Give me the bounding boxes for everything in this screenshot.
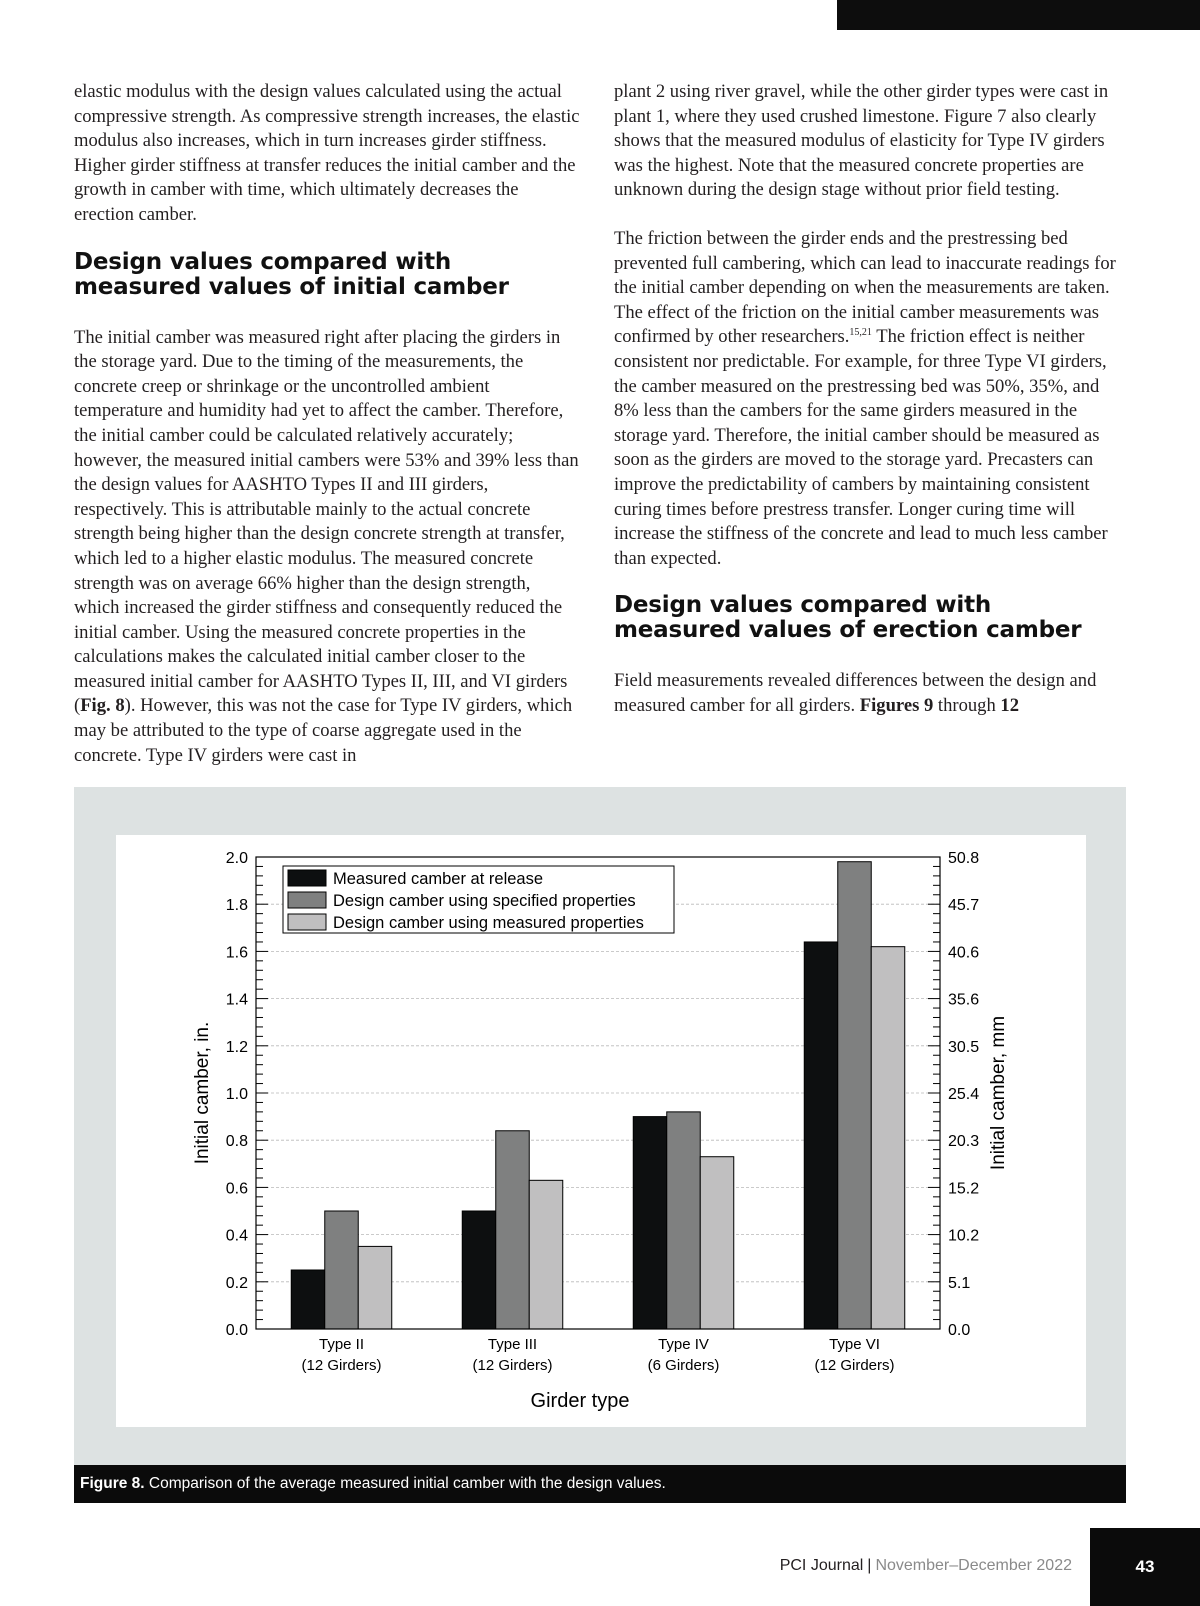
left-column [74, 80, 580, 768]
bar-3-4 [871, 947, 905, 1329]
left-paragraph-2-text-a: The initial camber was measured right after placing the girders in the storage yard. Due to the timing of the measurements, the concrete creep or shrinkage or the uncontrolled ambient temperature and humidity had yet to affect the camber. Therefore, the initial camber could be calculated relatively accurately; however, the measured initial cambers were 53% and 39% less than the design values for AASHTO Types II and III girders, respectively. This is attributable mainly to the actual concrete strength being higher than the design concrete strength at transfer, which led to a higher elastic modulus. The measured concrete strength was on average 66% higher than the design strength, which increased the girder stiffness and consequently reduced the initial camber. Using the measured concrete properties in the calculations makes the calculated initial camber closer to the measured initial camber for AASHTO Types II, III, and VI girders ( [74, 326, 579, 717]
figure-8-chart-panel [116, 835, 1086, 1427]
x-tick-label: Type III [487, 1336, 538, 1353]
x-tick-label: Type II [318, 1336, 365, 1353]
bar-2-4 [838, 862, 872, 1329]
right-column [614, 80, 1120, 718]
y-tick-label-left: 0.6 [225, 1180, 248, 1198]
y-tick-label-left: 1.0 [225, 1086, 248, 1103]
right-paragraph-2 [614, 227, 1120, 571]
figure-caption [74, 1465, 1126, 1503]
y-tick-label-left: 2.0 [225, 850, 248, 867]
figure-9-reference[interactable]: Figures 9 [859, 694, 934, 716]
y-tick-label-left: 0.8 [225, 1133, 248, 1151]
legend-swatch-1 [288, 870, 326, 886]
y-tick-label-right: 20.3 [948, 1133, 980, 1151]
x-axis-label: Girder type [530, 1390, 630, 1412]
citation-superscript[interactable]: 15,21 [849, 327, 872, 339]
bar-3-3 [700, 1157, 734, 1329]
x-tick-label-sub: (12 Girders) [472, 1357, 553, 1374]
bar-1-3 [633, 1117, 667, 1329]
legend-label-2: Design camber using specified properties [333, 892, 636, 910]
bar-1-4 [804, 942, 838, 1329]
y-tick-label-right: 15.2 [948, 1180, 980, 1198]
bar-3-2 [529, 1180, 563, 1329]
section-heading-initial-camber: Design values compared with measured values of initial camber [74, 248, 509, 300]
y-tick-label-left: 1.6 [225, 944, 248, 962]
page-footer [780, 1557, 1072, 1575]
bar-2-1 [325, 1211, 359, 1329]
y-tick-label-right: 45.7 [948, 897, 980, 915]
caption-label: Figure 8. [80, 1475, 145, 1492]
y-tick-label-right: 25.4 [948, 1086, 980, 1103]
left-paragraph-2 [74, 326, 580, 769]
y-axis-label-right: Initial camber, mm [988, 1015, 1009, 1171]
y-tick-label-left: 1.2 [225, 1038, 248, 1056]
bar-chart [116, 835, 1086, 1427]
x-tick-label-sub: (12 Girders) [301, 1357, 382, 1374]
right-paragraph-1: plant 2 using river gravel, while the other girder types were cast in plant 1, where they used crushed limestone. Figure 7 also clearly shows that the measured modulus of elasticity for Type IV girders was the highest. Note that the measured concrete properties are unknown during the design stage without prior field testing. [614, 81, 1109, 201]
y-tick-label-left: 1.8 [225, 897, 248, 915]
right-paragraph-2-text-b: The friction effect is neither consistent nor predictable. For example, for three Type VI girders, the camber measured on the prestressing bed was 50%, 35%, and 8% less than the cambers for the same girders measured in the storage yard. Therefore, the initial camber should be measured as soon as the girders are moved to the storage yard. Precasters can improve the predictability of cambers by maintaining consistent curing times before prestress transfer. Longer curing time will increase the stiffness of the concrete and lead to much less camber than expected. [614, 326, 1108, 569]
y-tick-label-right: 10.2 [948, 1227, 980, 1245]
y-tick-label-right: 0.0 [948, 1322, 971, 1339]
figure-12-reference[interactable]: 12 [1000, 694, 1019, 716]
legend-label-3: Design camber using measured properties [333, 914, 644, 932]
bar-3-1 [358, 1246, 392, 1329]
bar-2-2 [496, 1131, 530, 1329]
bar-1-1 [291, 1270, 325, 1329]
legend-label-1: Measured camber at release [333, 870, 544, 888]
y-tick-label-left: 0.4 [225, 1227, 248, 1245]
page-number: 43 [1090, 1528, 1200, 1606]
header-black-bar [837, 0, 1200, 30]
left-paragraph-1: elastic modulus with the design values calculated using the actual compressive strength. As compressive strength increases, the elastic modulus also increases, which in turn increases girder stiffness. Higher girder stiffness at transfer reduces the initial camber and the growth in camber with time, which ultimately decreases the erection camber. [74, 81, 580, 225]
left-paragraph-2-text-b: ). However, this was not the case for Type IV girders, which may be attributed to the type of coarse aggregate used in the concrete. Type IV girders were cast in [74, 695, 573, 766]
caption-text: Comparison of the average measured initial camber with the design values. [144, 1475, 666, 1492]
right-paragraph-3-text-a: Field measurements revealed differences between the design and measured camber for all girders. [614, 670, 1097, 716]
x-tick-label-sub: (12 Girders) [814, 1357, 895, 1374]
footer-separator: | [867, 1557, 872, 1574]
section-heading-erection-camber: Design values compared with measured values of erection camber [614, 592, 1082, 644]
y-tick-label-right: 35.6 [948, 991, 980, 1009]
y-tick-label-right: 30.5 [948, 1038, 980, 1056]
y-tick-label-right: 50.8 [948, 850, 980, 867]
bar-2-3 [667, 1112, 701, 1329]
bar-1-2 [462, 1211, 496, 1329]
legend-swatch-2 [288, 892, 326, 908]
y-tick-label-left: 0.0 [225, 1322, 248, 1339]
right-paragraph-3-through: through [933, 694, 1001, 716]
issue-date: November–December 2022 [875, 1557, 1072, 1574]
y-tick-label-right: 5.1 [948, 1274, 971, 1292]
x-tick-label-sub: (6 Girders) [647, 1357, 720, 1374]
y-axis-label-left: Initial camber, in. [192, 1021, 213, 1165]
x-tick-label: Type VI [829, 1336, 880, 1353]
y-tick-label-right: 40.6 [948, 944, 980, 962]
right-paragraph-3 [614, 669, 1120, 718]
legend-swatch-3 [288, 914, 326, 930]
right-paragraph-2-text-a: The friction between the girder ends and the prestressing bed prevented full cambering, which can lead to inaccurate readings for the initial camber depending on when the measurements are taken. The effect of the friction on the initial camber measurements was confirmed by other researchers. [614, 227, 1116, 348]
y-tick-label-left: 1.4 [225, 991, 248, 1009]
figure-8-reference[interactable]: Fig. 8 [80, 695, 125, 717]
journal-name: PCI Journal [779, 1557, 864, 1574]
y-tick-label-left: 0.2 [225, 1274, 248, 1292]
x-tick-label: Type IV [658, 1336, 709, 1353]
